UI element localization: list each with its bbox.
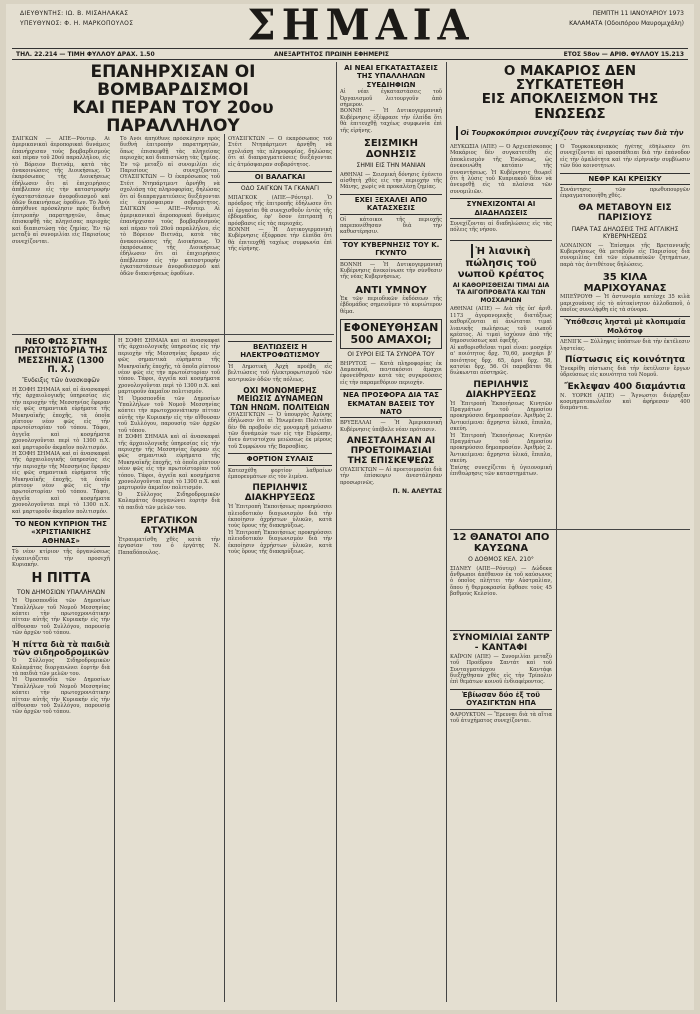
article-column [118,338,220,1002]
article-text: ΒΡΥΞΕΛΛΑΙ — Ἡ Ἀμερικανικὴ Κυβέρνησις ὑπέβαλε νέαν πρότασιν. [340,420,442,433]
headline: ΤΟΥ ΚΥΒΕΡΝΗΣΙΣ ΤΟΥ Κ. ΓΚΥΝΤΟ [340,239,442,260]
article-text: ΒΟΝΝΗ — Ἡ Δυτικογερμανικὴ Κυβέρνησις ἐξέφρασε τὴν ἐλπίδα ὅτι θὰ ἐπιτευχθῇ ταχέως συμφωνία ἐπὶ τῆς εἰρήνης. [228,226,332,253]
horizontal-rule [450,529,690,530]
article-column [560,144,690,1002]
article-text: ΟΥΑΣΙΓΚΤΩΝ — Ὁ ἐκπρόσωπος τοῦ Στέιτ Ντηπάρτμεντ ἀρνήθη νὰ σχολιάσῃ τὰς πληροφορίας, δηλώσας ὅτι αἱ διαπραγματεύσεις διεξάγονται εἰς ἀτμόσφαιραν σοβαρότητος. [120,174,220,207]
article-body [12,136,110,332]
article-column [228,136,332,332]
editor-line: ΥΠΕΥΘΥΝΟΣ: Φ. Η. ΜΑΡΚΟΠΟΥΛΟΣ [20,20,134,27]
article-text: Ἐτραυματίσθη χθὲς κατὰ τὴν ἐργασίαν του ὁ ἐργάτης Ν. Παπαδόπουλος. [118,536,220,556]
headline: Ἡ λιανικὴ πώλησις τοῦ νωποῦ κρέατος [457,245,545,280]
article-text: Ἡ Ἐπιτροπὴ Ἐκποιήσεως Κινητῶν Πραγμάτων τοῦ Δημοσίου προκηρύσσει δημοπρασίαν. Ἀριθμὸς 2. Ἀντικείμενα: ἄχρηστα ὑλικά, ἔπιπλα, σκεύη. [450,400,552,433]
article-text: Συνάντησις τῶν πρωθυπουργῶν ἐπραγματοποιήθη χθές. [560,187,690,200]
headline: 35 ΚΙΛΑ ΜΑΡΙΧΟΥΑΝΑΣ [583,272,667,295]
article-text: Ἡ Δημοτικὴ Ἀρχὴ προέβη εἰς βελτιώσεις τοῦ ἠλεκτροφωτισμοῦ τῶν κεντρικῶν ὁδῶν τῆς πόλεως. [228,363,332,383]
article-box [450,532,552,626]
article-text: Αἱ νέαι ἐγκαταστάσεις τοῦ Ὀργανισμοῦ λειτουργοῦν ἀπὸ σήμερον. [340,89,442,108]
article-text: ΑΘΗΝΑΙ (ΑΠΕ) — Διὰ τῆς ὑπ' ἀριθ. 1173 ἀγορανομικῆς διατάξεως καθορίζονται αἱ ἀνώταται τιμαὶ λιανικῆς πωλήσεως τοῦ νωποῦ κρέατος. Αἱ τιμαὶ ἰσχύουν ἀπὸ τῆς δημοσιεύσεως καὶ ἐφεξῆς. [450,306,552,345]
headline: ΣΥΝΟΜΙΛΙΑΙ ΣΑΝΤΡ - ΚΑΝΤΑΦΙ [450,630,552,654]
headline: ΑΝΤΙ ΥΜΝΟΥ [355,284,427,296]
article-text: Τὸ Ἀνόι ἀπηύθυνε πρόσκλησιν πρὸς διεθνὴ ἐπιτροπὴν παρατηρητῶν, ὅπως ἐπισκεφθῇ τὰς πληγείσας περιοχὰς καὶ διαπιστώσῃ τὰς ζημίας. Ἐν τῷ μεταξὺ αἱ συνομιλίαι εἰς Παρισίους συνεχίζονται. [120,136,220,175]
article-text: Ἡ Ἐπιτροπὴ Ἐκποιήσεως Κινητῶν Πραγμάτων τοῦ Δημοσίου προκηρύσσει δημοπρασίαν. Ἀριθμὸς 2. Ἀντικείμενα: ἄχρηστα ὑλικά, ἔπιπλα, σκεύη. [450,432,552,465]
lead-article-header [12,64,334,134]
paper-slogan: ΑΝΕΞΑΡΤΗΤΟΣ ΠΡΩΙΝΗ ΕΦΗΜΕΡΙΣ [274,51,389,58]
headline: ΟΧΙ ΜΟΝΟΜΕΡΗΣ ΜΕΙΩΣΙΣ ΔΥΝΑΜΕΩΝ ΤΩΝ ΗΝΩΜ. ΠΟΛΙΤΕΙΩΝ [230,386,330,412]
kicker: ΣΗΜΙΙ ΕΙΣ ΤΗΝ ΜΑΝΙΑΝ [356,162,426,170]
kicker: ΟΔΟ ΣΑΙΓΚΩΝ ΤΑ ΓΚΑΝΑΓΙ [240,185,320,193]
article-column [228,338,332,1002]
article-text: ΣΑΙΓΚΩΝ — ΑΠΕ—Ρόυτερ. Αἱ ἀμερικανικαὶ ἀεροπορικαὶ δυνάμεις ἐπανήρχισαν τοὺς βομβαρδισμοὺς καὶ πέραν τοῦ 20οῦ παραλλήλου, εἰς τὸ Βόρειον Βιετνάμ, κατὰ τὰς ἀνακοινώσεις τῆς Διοικήσεως. Ὁ ἐκπρόσωπος τῆς Διοικήσεως ἐδήλωσεν ὅτι αἱ ἐπιχειρήσεις ἀπέβλεπον εἰς τὴν καταστροφὴν ἐγκαταστάσεων ἀνεφοδιασμοῦ καὶ ὁδῶν διακινήσεως ἐφοδίων. [120,206,220,277]
article-text: Τὸ Ἀνόι ἀπηύθυνε πρόσκλησιν πρὸς διεθνὴ ἐπιτροπὴν παρατηρητῶν, ὅπως ἐπισκεφθῇ τὰς πληγείσας περιοχὰς καὶ διαπιστώσῃ τὰς ζημίας. Ἐν τῷ μεταξὺ αἱ συνομιλίαι εἰς Παρισίους συνεχίζονται. [12,200,110,245]
subheadline: Οἱ Τουρκοκύπριοι συνεχίζουν τὰς ἐνεργείας των διὰ τὴν [460,128,684,137]
masthead-date [569,9,684,29]
headline: ΑΝΕΣΤΑΛΗΣΑΝ ΑΙ ΠΡΟΕΤΟΙΜΑΣΙΑΙ ΤΗΣ ΕΠΙΣΚΕΨΕΩΣ [346,436,436,467]
director-line: ΔΙΕΥΘΥΝΤΗΣ: ΙΩ. Β. ΜΙΣΑΗΛΑΚΑΣ [20,10,129,17]
article-text: ΣΑΙΓΚΩΝ — ΑΠΕ—Ρόυτερ. Αἱ ἀμερικανικαὶ ἀεροπορικαὶ δυνάμεις ἐπανήρχισαν τοὺς βομβαρδισμοὺς καὶ πέραν τοῦ 20οῦ παραλλήλου, εἰς τὸ Βόρειον Βιετνάμ, κατὰ τὰς ἀνακοινώσεις τῆς Διοικήσεως. Ὁ ἐκπρόσωπος τῆς Διοικήσεως ἐδήλωσεν ὅτι αἱ ἐπιχειρήσεις ἀπέβλεπον εἰς τὴν καταστροφὴν ἐγκαταστάσεων ἀνεφοδιασμοῦ καὶ ὁδῶν διακινήσεως ἐφοδίων. [12,136,110,207]
article-text: ΟΥΑΣΙΓΚΤΩΝ — Ὁ ἐκπρόσωπος τοῦ Στέιτ Ντηπάρτμεντ ἀρνήθη νὰ σχολιάσῃ τὰς πληροφορίας, δηλώσας ὅτι αἱ διαπραγματεύσεις διεξάγονται εἰς ἀτμόσφαιραν σοβαρότητος. [228,136,332,168]
article-text: Ἐκ τῶν περιοδικῶν ἐκδόσεων τῆς ἑβδομάδος σημειοῦμεν τὸ κυριώτερον θέμα. [340,295,442,315]
article-text: ΒΟΝΝΗ — Ἡ Δυτικογερμανικὴ Κυβέρνησις ἀνεκοίνωσε τὴν σύνθεσιν τῆς νέας Κυβερνήσεως. [340,261,442,281]
masthead-credits [20,9,133,29]
headline: ΚΑΙ ΠΕΡΑΝ ΤΟΥ 20ου ΠΑΡΑΛΛΗΛΟΥ [72,97,274,134]
article-body [120,136,220,332]
article-text: ΣΙΔΝΕΥ (ΑΠΕ—Ρόυτερ) — Δώδεκα ἄνθρωποι ἀπέθανον ἐκ τοῦ καύσωνος ὁ ὁποῖος πλήττει τὴν Αὐστραλίαν, ὅπου ἡ θερμοκρασία ἔφθασε τοὺς 45 βαθμοὺς Κελσίου. [450,565,552,598]
headline: ΤΟ ΝΕΟΝ ΚΥΠΡΙΟΝ ΤΗΣ «ΧΡΙΣΤΙΑΝΙΚΗΣ ΑΘΗΝΑΣ» [12,518,110,547]
article-text: ΜΠΑΓΚΟΚ (ΑΠΕ—Ρόυτερ). Ὁ πρόεδρος τῆς ἐπιτροπῆς ἐδήλωσεν ὅτι αἱ ἐργασίαι θὰ συνεχισθοῦν ἐντὸς τῆς ἑβδομάδος, ἐφ' ὅσον ἐπιτραπῇ ἡ πρόσβασις εἰς τὰς περιοχάς. [228,194,332,227]
column-rule [556,144,557,1002]
article-text: Ἡ Ὁμοσπονδία τῶν Δημοσίων Ὑπαλλήλων τοῦ Νομοῦ Μεσσηνίας κόπτει τὴν πρωτοχρονιάτικην πίτταν αὐτῆς τὴν Κυριακήν εἰς τὴν αἴθουσαν τοῦ Συλλόγου, παρουσίᾳ τῶν ἀρχῶν τοῦ τόπου. [12,677,110,716]
headline: Πίστωσις εἰς κοινότητα [564,355,686,366]
byline: Π. Ν. ΑΛΕΥΤΑΣ [392,488,442,496]
newspaper-page [6,4,694,1010]
kicker: ΑΙ ΚΑΘΟΡΙΣΘΕΙΣΑΙ ΤΙΜΑΙ ΔΙΑ ΤΑ ΑΙΓΟΠΡΟΒΑΤΑ ΚΑΙ ΤΩΝ ΜΟΣΧΑΡΙΩΝ [452,281,550,304]
article-text: ΟΥΑΣΙΓΚΤΩΝ — Αἱ προετοιμασίαι διὰ τὴν ἐπίσκεψιν ἀνεστάλησαν προσωρινῶς. [340,466,442,486]
headline: Ἔκλεψαν 400 διαμάντια [564,381,686,392]
headline: ΕΧΕΙ ΞΕΧΑΛΕΙ ΑΠΟ ΚΑΤΑΣΧΕΣΙΣ [340,194,442,215]
article-text: ΛΕΝΙΓΚ — Σύλληψις ὑπόπτων διὰ τὴν ἐκτέλεσιν ληστείας. [560,339,690,352]
article-text: Ὁ Τουρκοκυπριακὸς ἡγέτης ἐδήλωσεν ὅτι συνεχίζονται αἱ προσπάθειαι διὰ τὴν ἐπάνοδον εἰς τὴν ὁμαλότητα καὶ τὴν εἰρηνικὴν συμβίωσιν τῶν δύο κοινοτήτων. [560,144,690,170]
article-text: Συνεχίζονται αἱ διαδηλώσεις εἰς τὰς πόλεις τῆς νήσου. [450,221,552,234]
article-text: Η ΣΟΦΗ ΣΗΜΑΙΑ καὶ αἱ ἀνασκαφαὶ τῆς ἀρχαιολογικῆς ὑπηρεσίας εἰς τὴν περιοχὴν τῆς Μεσσηνίας ἔφεραν εἰς φῶς σημαντικὰ εὑρήματα τῆς Μυκηναϊκῆς ἐποχῆς, τὰ ὁποῖα ρίπτουν νέον φῶς εἰς τὴν πρωτοϊστορίαν τοῦ τόπου. Τάφοι, ἀγγεῖα καὶ κοσμήματα χρονολογοῦνται περὶ τὸ 1300 π.Χ. καὶ μαρτυροῦν ἀκμαῖον πολιτισμόν. [118,434,220,492]
headline: ΣΥΝΕΧΙΖΟΝΤΑΙ ΑΙ ΔΙΑΔΗΛΩΣΕΙΣ [450,198,552,219]
article-column [12,338,110,1002]
article-text: Ἡ Ὁμοσπονδία τῶν Δημοσίων Ὑπαλλήλων τοῦ Νομοῦ Μεσσηνίας κόπτει τὴν πρωτοχρονιάτικην πίτταν αὐτῆς τὴν Κυριακήν εἰς τὴν αἴθουσαν τοῦ Συλλόγου, παρουσίᾳ τῶν ἀρχῶν τοῦ τόπου. [118,395,220,434]
article-text: Αἱ καθορισθεῖσαι τιμαὶ εἶναι: μοσχάρι α' ποιότητος δρχ. 70,60, μοσχάρι β' ποιότητος δρχ. 65, ἀρνὶ δρχ. 58, κατσίκι δρχ. 56. Οἱ παραβάται θὰ διώκωνται αὐστηρῶς. [450,344,552,377]
headline: ΟΙ ΒΑΛΑΓΚΑΙ [228,171,332,183]
article-column [340,64,442,1002]
price-info: ΤΗΛ. 22.214 — ΤΙΜΗ ΦΥΛΛΟΥ ΔΡΑΧ. 1.50 [16,51,155,58]
lead-article-header [450,64,690,140]
article-box [450,630,552,770]
headline: ΕΦΟΝΕΥΘΗΣΑΝ 500 ΑΜΑΧΟΙ; [340,319,442,349]
article-text: ΒΟΝΝΗ — Ἡ Δυτικογερμανικὴ Κυβέρνησις ἐξέφρασε τὴν ἐλπίδα ὅτι θὰ ἐπιτευχθῇ ταχέως συμφωνία ἐπὶ τῆς εἰρήνης. [340,108,442,134]
masthead [6,4,694,51]
kicker: ΤΟΝ ΔΗΜΟΣΙΩΝ ΥΠΑΛΛΗΛΩΝ [16,588,106,596]
issue-location: ΚΑΛΑΜΑΤΑ (Οδοιπόρου Μαυρομιχάλη) [569,20,684,27]
newspaper-title: ΣΗΜΑΙΑ [247,4,475,51]
column-rule [224,134,225,1002]
headline: ΕΡΓΑΤΙΚΟΝ ΑΤΥΧΗΜΑ [140,515,198,536]
article-text: Η ΣΟΦΗ ΣΗΜΑΙΑ καὶ αἱ ἀνασκαφαὶ τῆς ἀρχαιολογικῆς ὑπηρεσίας εἰς τὴν περιοχὴν τῆς Μεσσηνίας ἔφεραν εἰς φῶς σημαντικὰ εὑρήματα τῆς Μυκηναϊκῆς ἐποχῆς, τὰ ὁποῖα ρίπτουν νέον φῶς εἰς τὴν πρωτοϊστορίαν τοῦ τόπου. Τάφοι, ἀγγεῖα καὶ κοσμήματα χρονολογοῦνται περὶ τὸ 1300 π.Χ. καὶ μαρτυροῦν ἀκμαῖον πολιτισμόν. [12,386,110,451]
article-text: Ἡ Ἐπιτροπὴ Ἐκποιήσεως προκηρύσσει πλειοδοτικὸν διαγωνισμὸν διὰ τὴν ἐκποίησιν ἀχρήστων ὑλικῶν, κατὰ τοὺς ὅρους τῆς διακηρύξεως. [228,504,332,530]
kicker: Ο ΔΟΘΜΟΣ ΚΕΛ. 210° [468,556,534,563]
article-text: ΟΥΑΣΙΓΚΤΩΝ — Ὁ ὑπουργὸς Ἀμύνης ἐδήλωσεν ὅτι αἱ Ἡνωμέναι Πολιτεῖαι δὲν θὰ προβοῦν εἰς μονομερῆ μείωσιν τῶν δυνάμεών των εἰς τὴν Εὐρώπην, ἄνευ ἀντιστοίχου μειώσεως ἐκ μέρους τοῦ Συμφώνου τῆς Βαρσοβίας. [228,411,332,450]
headline: ΘΑ ΜΕΤΑΒΟΥΝ ΕΙΣ ΠΑΡΙΣΙΟΥΣ [578,202,672,223]
headline: ΝΕΑ ΠΡΟΣΦΟΡΑ ΔΙΑ ΤΑΣ ΕΚΜΑΤΑΝ ΒΑΣΕΙΣ ΤΟΥ ΝΑΤΟ [340,389,442,418]
horizontal-rule [12,334,334,335]
headline: ΑΙ ΝΕΑΙ ΕΓΚΑΤΑΣΤΑΣΕΙΣ ΤΗΣ ΥΠΑΛΛΗΛΩΝ ΣΥΕΔΙΗΦΙΩΝ [344,64,438,89]
headline: 12 ΘΑΝΑΤΟΙ ΑΠΟ ΚΑΥΣΩΝΑ [452,532,550,554]
article-text: Ν. ΥΟΡΚΗ (ΑΠΕ) — Ἄγνωστοι διέρρηξαν κοσμηματοπωλεῖον καὶ ἀφήρεσαν 400 διαμάντια. [560,392,690,412]
column-rule [114,334,115,1002]
issue-number: ΕΤΟΣ 58ον — ΑΡΙΘ. ΦΥΛΛΟΥ 15.213 [563,51,684,58]
headline: Ὑπόθεσις λησταὶ μὲ κλοπιμαία Μολότοφ [560,316,690,337]
article-text: Ἐπίσης συνεχίζεται ἡ ὑγειονομικὴ ἐπιθεώρησις τῶν καταστημάτων. [450,464,552,478]
headline: Ο ΜΑΚΑΡΙΟΣ ΔΕΝ ΣΥΓΚΑΤΕΤΕΘΗ [503,64,637,94]
article-text: Η ΣΟΦΗ ΣΗΜΑΙΑ καὶ αἱ ἀνασκαφαὶ τῆς ἀρχαιολογικῆς ὑπηρεσίας εἰς τὴν περιοχὴν τῆς Μεσσηνίας ἔφεραν εἰς φῶς σημαντικὰ εὑρήματα τῆς Μυκηναϊκῆς ἐποχῆς, τὰ ὁποῖα ρίπτουν νέον φῶς εἰς τὴν πρωτοϊστορίαν τοῦ τόπου. Τάφοι, ἀγγεῖα καὶ κοσμήματα χρονολογοῦνται περὶ τὸ 1300 π.Χ. καὶ μαρτυροῦν ἀκμαῖον πολιτισμόν. [118,338,220,396]
info-bar [12,48,688,60]
article-text: ΜΠΕΫΡΟΥΘ — Ἡ ἀστυνομία κατέσχε 35 κιλὰ μαριχουάνας εἰς τὸ αὐτοκίνητον ἀλλοδαποῦ, ὁ ὁποῖος συνελήφθη εἰς τὰ σύνορα. [560,294,690,314]
headline: ΠΕΡΙΛΗΨΙΣ ΔΙΑΚΗΡΥΞΕΩΣ [244,483,316,504]
headline: ΦΟΡΤΙΟΝ ΣΥΛΑΙΣ [228,453,332,465]
headline: ΝΕΟ ΦΩΣ ΣΤΗΝ ΠΡΩΤΟΙΣΤΟΡΙΑ ΤΗΣ ΜΕΣΣΗΝΙΑΣ (1300 Π. Χ.) [14,338,108,376]
article-text: ΦΑΡΟΥΚΤΟΝ — Ἔρευναι διὰ τὰ αἴτια τοῦ ἀτυχήματος συνεχίζονται. [450,711,552,724]
article-text: Η ΣΟΦΗ ΣΗΜΑΙΑ καὶ αἱ ἀνασκαφαὶ τῆς ἀρχαιολογικῆς ὑπηρεσίας εἰς τὴν περιοχὴν τῆς Μεσσηνίας ἔφεραν εἰς φῶς σημαντικὰ εὑρήματα τῆς Μυκηναϊκῆς ἐποχῆς, τὰ ὁποῖα ρίπτουν νέον φῶς εἰς τὴν πρωτοϊστορίαν τοῦ τόπου. Τάφοι, ἀγγεῖα καὶ κοσμήματα χρονολογοῦνται περὶ τὸ 1300 π.Χ. καὶ μαρτυροῦν ἀκμαῖον πολιτισμόν. [12,450,110,515]
article-text: ΛΟΝΔΙΝΟΝ — Ἐπίσημοι τῆς Βρεταννικῆς Κυβερνήσεως θὰ μεταβοῦν εἰς Παρισίους διὰ συνομιλίας ἐπὶ τῶν εὐρωπαϊκῶν ζητημάτων, παρὰ τὰς ἀντιθέτους δηλώσεις. [560,242,690,268]
column-rule [446,62,447,1002]
column-rule [336,62,337,1002]
issue-date: ΠΕΜΠΤΗ 11 ΙΑΝΟΥΑΡΙΟΥ 1973 [592,10,684,17]
article-text: ΚΑΪΡΟΝ (ΑΠΕ) — Συνομιλίαι μεταξὺ τοῦ Προέδρου Σαντάτ καὶ τοῦ Συνταγματάρχου Καντάφι διεξήχθησαν χθὲς εἰς τὴν Τρίπολιν ἐπὶ θεμάτων κοινοῦ ἐνδιαφέροντος. [450,653,552,686]
headline: ΒΕΛΤΙΩΣΕΙΣ Η ΗΛΕΚΤΡΟΦΩΤΙΣΜΟΥ [228,341,332,362]
article-text: Τὸ νέον κτίριον τῆς ὀργανώσεως ἐγκαινιάζεται τὴν προσεχῆ Κυριακήν. [12,549,110,568]
article-text: Οἱ κάτοικοι τῆς περιοχῆς παρεπονέθησαν διὰ τὴν καθυστέρησιν. [340,216,442,236]
headline: ΕΠΑΝΗΡΧΙΣΑΝ ΟΙ ΒΟΜΒΑΡΔΙΣΜΟΙ [90,64,256,100]
headline: ΕΙΣ ΑΠΟΚΛΕΙΣΜΟΝ ΤΗΣ ΕΝΩΣΕΩΣ [481,91,659,122]
article-text: Κατεσχέθη φορτίον λαθραίων ἐμπορευμάτων εἰς τὸν λιμένα. [228,467,332,480]
kicker: ΠΑΡΑ ΤΑΣ ΔΗΛΩΣΕΙΣ ΤΗΣ ΑΓΓΛΙΚΗΣ ΚΥΒΕΡΝΗΣΕΩΣ [571,225,679,241]
kicker: ΟΙ ΣΥΡΟΙ ΕΙΣ ΤΑ ΣΥΝΟΡΑ ΤΟΥ [347,351,435,359]
headline: Ἐβίωσαν δύο ἐξ τοῦ ΟΥΑΣΙΓΚΤΩΝ ΗΠΑ [450,689,552,710]
article-text: ΒΗΡΥΤΟΣ — Κατὰ πληροφορίας ἐκ Δαμασκοῦ, πεντακόσιοι ἄμαχοι ἐφονεύθησαν κατὰ τὰς συγκρούσεις εἰς τὴν παραμεθόριον περιοχήν. [340,360,442,386]
headline: Η ΠΙΤΤΑ [31,571,91,587]
headline: ΝΕΦΡ ΚΑΙ ΚΡΕΙΣΚΥ [560,173,690,185]
article-text: Ἡ Ἐπιτροπὴ Ἐκποιήσεως προκηρύσσει πλειοδοτικὸν διαγωνισμὸν διὰ τὴν ἐκποίησιν ἀχρήστων ὑλικῶν, κατὰ τοὺς ὅρους τῆς διακηρύξεως. [228,529,332,556]
article-text: Ὁ Σύλλογος Σιδηροδρομικῶν Καλαμάτας διοργανώνει ἑορτὴν διὰ τὰ παιδιὰ τῶν μελῶν του. [12,658,110,678]
article-text: Ἡ Ὁμοσπονδία τῶν Δημοσίων Ὑπαλλήλων τοῦ Νομοῦ Μεσσηνίας κόπτει τὴν πρωτοχρονιάτικην πίτταν αὐτῆς τὴν Κυριακήν εἰς τὴν αἴθουσαν τοῦ Συλλόγου, παρουσίᾳ τῶν ἀρχῶν τοῦ τόπου. [12,598,110,637]
headline: Ἡ πίττα διὰ τὰ παιδιὰ τῶν σιδηροδρομικῶν [12,639,110,658]
article-text: Ἐνεκρίθη πίστωσις διὰ τὴν ἐκτέλεσιν ἔργων ὑδρεύσεως εἰς κοινότητα τοῦ Νομοῦ. [560,365,690,379]
article-text: ΛΕΥΚΩΣΙΑ (ΑΠΕ) — Ὁ Ἀρχιεπίσκοπος Μακάριος δὲν συγκατετέθη εἰς ἀποκλεισμὸν τῆς Ἑνώσεως, ὡς ἀνεκοινώθη κατόπιν τῆς συναντήσεως. Ἡ Κυβέρνησις θεωρεῖ ὅτι ἡ λύσις τοῦ Κυπριακοῦ δέον νὰ ἀνευρεθῇ εἰς τὰ πλαίσια τῶν συνομιλιῶν. [450,144,552,195]
kicker: Ἔνδειξις τῶν ἀνασκαφῶν [22,377,100,385]
headline: ΠΕΡΙΛΗΨΙΣ ΔΙΑΚΗΡΥΞΕΩΣ [465,379,537,400]
headline: ΣΕΙΣΜΙΚΗ ΔΟΝΗΣΙΣ [363,138,418,161]
article-text: Ὁ Σύλλογος Σιδηροδρομικῶν Καλαμάτας διοργανώνει ἑορτὴν διὰ τὰ παιδιὰ τῶν μελῶν του. [118,491,220,511]
article-text: ΑΘΗΝΑΙ — Σεισμικὴ δόνησις ἐγένετο αἰσθητὴ χθὲς εἰς τὴν περιοχὴν τῆς Μάνης, χωρὶς νὰ προκαλέσῃ ζημίας. [340,171,442,191]
